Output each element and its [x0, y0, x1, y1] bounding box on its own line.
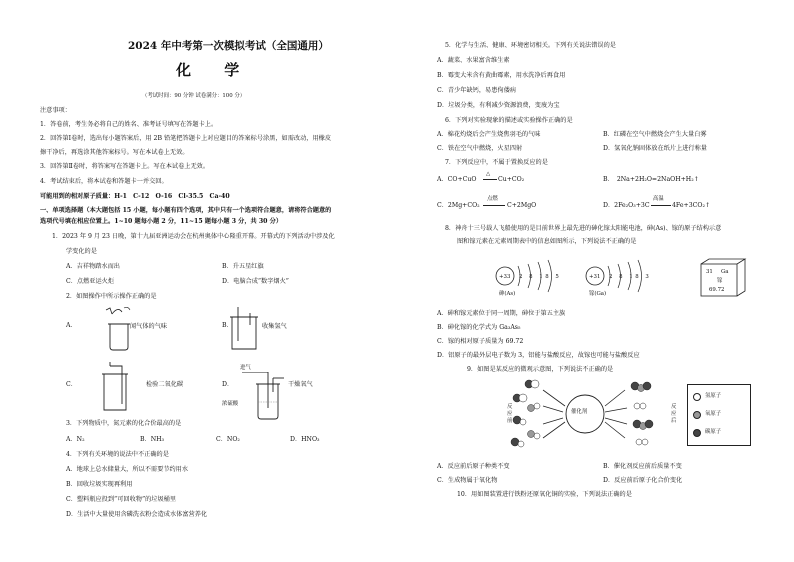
note-2: 2．回答第Ⅰ卷时，选出每小题答案后，用 2B 铅笔把答题卡上对应题目的答案标号涂黑，如需改动，用橡皮 — [40, 135, 332, 142]
co2-test-figure — [96, 360, 136, 419]
q5-stem: 5．化学与生活、健康、环境密切相关。下列有关说法错误的是 — [445, 42, 616, 49]
cell-symbol: Ga — [721, 269, 729, 275]
q2-option-c: C． — [66, 381, 77, 388]
q9-option-d: D．反应前后原子化合价变化 — [603, 477, 683, 484]
q2-option-d: D． — [222, 381, 234, 388]
hydrogen-atom-icon — [693, 393, 701, 401]
q7-c-products: C+2MgO — [507, 202, 537, 209]
q4-option-a: A．地球上总水储量大，所以不需要节约用水 — [66, 466, 189, 473]
notes-heading: 注意事项： — [40, 107, 71, 114]
q7-option-d: D．2Fe₂O₃+3C — [603, 202, 650, 209]
arsenic-nucleus: +33 — [499, 274, 511, 280]
exam-title: 2024 年中考第一次模拟考试（全国通用） — [128, 40, 329, 52]
q10-stem: 10．用如图装置进行铁粉还原氧化铜的实验，下列说法正确的是 — [457, 491, 632, 498]
q5-option-d: D．垃圾分类，有利减少资源浪费，变废为宝 — [437, 102, 560, 109]
section1-line2: 选项代号填在相应位置上。1~10 题每小题 2 分，11~15 题每小题 3 分，共 30 分） — [40, 218, 283, 225]
arsenic-shells: 2 8 18 5 — [519, 274, 562, 280]
cell-element-name: 镓 — [717, 278, 723, 284]
q9-stem: 9．如图是某反应的微观示意图，下列说法不正确的是 — [467, 366, 614, 373]
q1-option-d: D．电脑合成“数字烟火” — [222, 278, 289, 285]
carbon-atom-icon — [693, 429, 701, 437]
q7-option-c: C．2Mg+CO₂ — [437, 202, 480, 209]
cell-atomic-mass: 69.72 — [709, 287, 725, 293]
q7-a-condition: △ — [486, 171, 491, 177]
q6-stem: 6．下列对实验现象的描述或实验操作正确的是 — [445, 117, 573, 124]
q3-option-b: B．NH₃ — [140, 436, 165, 443]
q5-option-a: A．蔬菜、水果富含维生素 — [437, 57, 510, 64]
q3-option-a: A．N₂ — [66, 436, 85, 443]
q7-c-arrow — [483, 205, 505, 206]
q7-a-products: Cu+CO₂ — [498, 176, 525, 183]
q4-option-b: B．回收垃圾实现再利用 — [66, 481, 133, 488]
periodic-table-cell — [699, 258, 747, 302]
cell-atomic-number: 31 — [706, 269, 713, 275]
gallium-nucleus: +31 — [589, 274, 601, 280]
q8-option-d: D．铝原子的最外层电子数为 3，铝能与盐酸反应，故镓也可能与盐酸反应 — [437, 352, 640, 359]
q5-option-b: B．霉变大米含有黄曲霉素，用水洗净后再食用 — [437, 72, 566, 79]
gallium-shells: 2 8 18 3 — [609, 274, 652, 280]
reactant-label: 反应前 — [507, 404, 513, 424]
q2-option-b: B． — [222, 322, 233, 329]
q9-option-c: C．生成物属于氧化物 — [437, 477, 498, 484]
note-4: 4．考试结束后，将本试卷和答题卡一并交回。 — [40, 178, 168, 185]
q2-option-d-label: 干燥氧气 — [288, 381, 313, 388]
atomic-mass-line: 可能用到的相对原子质量：H-1 C-12 O-16 Cl-35.5 Ca-40 — [40, 193, 230, 200]
section1-line1: 一、单项选择题（本大题包括 15 小题，每小题有四个选项，其中只有一个选项符合题意，请将符合题意的 — [40, 207, 332, 214]
q3-stem: 3．下列物质中，氮元素的化合价最高的是 — [66, 420, 182, 427]
q8-stem: 8．神舟十三号载人飞船使用的是目前世界上最先进的砷化镓太阳能电池，砷(As)、镓的原子结构示意 — [445, 225, 722, 232]
q2-option-d-inlet: 进气 — [240, 365, 251, 371]
q2-option-d-acid: 浓硫酸 — [222, 401, 239, 407]
q6-option-b: B．红磷在空气中燃烧会产生大量白雾 — [603, 131, 707, 138]
legend-hydrogen: 氢原子 — [705, 393, 722, 399]
gallium-atom-diagram — [581, 256, 661, 306]
oxygen-atom-icon — [693, 411, 701, 419]
legend-carbon: 碳原子 — [705, 429, 722, 435]
q4-option-d: D．生活中大量使用含磷洗衣粉会造成水体富营养化 — [66, 511, 208, 518]
q9-option-b: B．催化剂反应前后质量不变 — [603, 463, 682, 470]
q7-option-b: B． 2Na+2H₂O=2NaOH+H₂↑ — [603, 176, 699, 183]
gas-drying-figure — [240, 372, 290, 426]
q2-option-c-label: 检验二氧化碳 — [146, 381, 184, 388]
reaction-micro-diagram — [501, 376, 671, 456]
q1-stem-cont: 学变化的是 — [66, 248, 97, 255]
q6-option-a: A．棉花灼烧后会产生烧焦羽毛的气味 — [437, 131, 541, 138]
q3-option-c: C．NO₂ — [216, 436, 240, 443]
q3-option-d: D．HNO₃ — [290, 436, 320, 443]
q4-option-c: C．塑料瓶应投到“可回收物”的垃圾桶里 — [66, 496, 177, 503]
exam-meta: （考试时间：90 分钟 试卷满分：100 分） — [142, 93, 246, 99]
q7-a-arrow — [483, 179, 497, 180]
arsenic-label: 砷(As) — [499, 291, 516, 297]
subject-title: 化 学 — [176, 61, 254, 79]
arsenic-atom-diagram — [491, 256, 571, 306]
note-3: 3．回答第Ⅱ卷时，将答案写在答题卡上。写在本试卷上无效。 — [40, 163, 210, 170]
note-1: 1．答卷前，考生务必将自己的姓名、准考证号填写在答题卡上。 — [40, 121, 218, 128]
q7-d-condition: 高温 — [653, 196, 664, 202]
catalyst-label: 催化剂 — [571, 409, 588, 415]
q7-d-products: 4Fe+3CO₂↑ — [672, 202, 711, 209]
q1-stem: 1．2023 年 9 月 23 日晚，第十九届亚洲运动会在杭州奥体中心隆重开幕。开幕式的下列活动中涉及化 — [52, 233, 335, 240]
q8-option-b: B．砷化镓的化学式为 Ga₃As₅ — [437, 324, 521, 331]
q7-c-condition: 点燃 — [487, 196, 498, 202]
legend-oxygen: 氧原子 — [705, 411, 722, 417]
note-2-cont: 擦干净后，再选涂其他答案标号。写在本试卷上无效。 — [40, 149, 189, 156]
q1-option-a: A．吉祥物踏水而出 — [66, 263, 120, 270]
gas-collection-figure — [226, 305, 266, 357]
gallium-label: 镓(Ga) — [589, 291, 607, 297]
q2-option-a: A． — [66, 322, 77, 329]
q2-stem: 2．如图操作中所示操作正确的是 — [66, 293, 157, 300]
product-label: 反应后 — [671, 404, 677, 424]
q6-option-c: C．铁在空气中燃烧，火星四射 — [437, 145, 523, 152]
q1-option-c: C．点燃亚运火炬 — [66, 278, 115, 285]
q7-option-a: A．CO+CuO — [437, 176, 477, 183]
q5-option-c: C．青少年缺钙，易患佝偻病 — [437, 87, 516, 94]
q9-option-a: A．反应前后原子种类不变 — [437, 463, 510, 470]
q2-option-b-label: 收集氢气 — [262, 323, 287, 330]
q4-stem: 4．下列有关环境的说法中不正确的是 — [66, 451, 169, 458]
q8-option-a: A．砷和镓元素位于同一周期，砷位于第五主族 — [437, 310, 566, 317]
q6-option-d: D．氢氧化钠固体放在纸片上进行称量 — [603, 145, 707, 152]
q2-option-a-label: 闻气体的气味 — [130, 323, 168, 330]
q7-d-arrow — [651, 205, 671, 206]
q1-option-b: B．升五星红旗 — [222, 263, 264, 270]
q8-option-c: C．镓的相对原子质量为 69.72 — [437, 338, 524, 345]
q8-stem-cont: 图和镓元素在元素周期表中的信息如图所示，下列说法不正确的是 — [457, 238, 637, 245]
q7-stem: 7．下列反应中，不属于置换反应的是 — [445, 159, 548, 166]
